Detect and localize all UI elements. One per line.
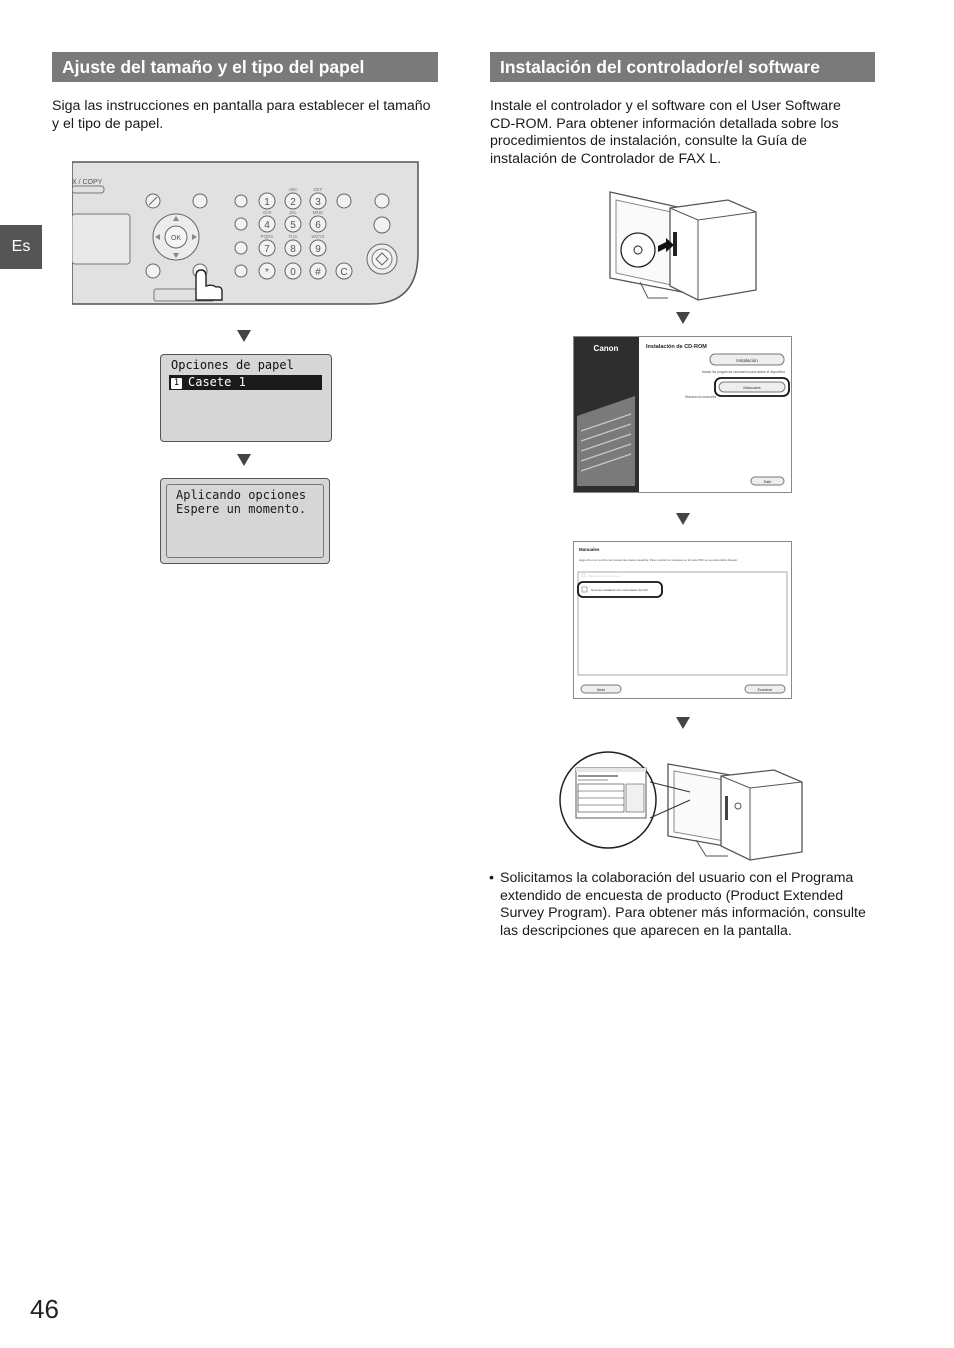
control-panel-illustration <box>72 158 422 308</box>
keypad-key-label: * <box>265 267 269 278</box>
manuals-screen <box>573 541 793 701</box>
driver-instructions: Instale el controlador y el software con el User Software CD-ROM. Para obtener información detallada sobre los procedimientos de instalación, consulte la Guía de instalación de Controlador de FAX L. <box>490 98 841 167</box>
lcd-paper-settings <box>160 354 332 442</box>
keypad-key-letters: GHI <box>262 210 272 215</box>
survey-note-text: Solicitamos la colaboración del usuario con el Programa extendido de encuesta de producto (Product Extended Survey Program). Para obtener más información, consulte las descripciones que aparecen en la pantalla. <box>500 870 866 939</box>
keypad-key-letters: MNO <box>312 210 324 215</box>
keypad-key-letters: DEF <box>313 187 323 192</box>
computer-tower-icon <box>670 200 756 300</box>
lcd-selected-row[interactable] <box>169 375 322 390</box>
section-heading-paper: Ajuste del tamaño y el tipo del papel <box>52 52 438 82</box>
canon-logo: Canon <box>593 344 619 353</box>
manual-item-faded[interactable]: Manual de instrucciones <box>588 574 621 578</box>
lcd-applying-line-2: Espere un momento. <box>176 502 307 516</box>
lcd-line-2: Casete 1 <box>188 375 246 389</box>
keypad-key-label: 0 <box>290 267 296 278</box>
lcd-line-1: Opciones de papel <box>171 358 294 372</box>
mode-label: X / COPY <box>72 179 103 186</box>
keypad-key-label: 1 <box>264 197 270 208</box>
function-key-4[interactable] <box>235 265 247 277</box>
menu-key[interactable] <box>193 194 207 208</box>
keypad-key-letters: PQRS <box>260 234 274 239</box>
language-tab: Es <box>0 225 42 269</box>
keypad-key-letters: ABC <box>288 187 298 192</box>
keypad-key-label: 3 <box>315 197 321 208</box>
section-heading-driver: Instalación del controlador/el software <box>490 52 875 82</box>
manuals-button-label: Manuales <box>743 385 761 390</box>
step-arrow-5 <box>676 717 690 729</box>
function-key-2[interactable] <box>235 218 247 230</box>
keypad-key-letters: TUV <box>288 234 298 239</box>
exit-button-label: Salir <box>763 479 772 484</box>
keypad-key-label: 4 <box>264 220 270 231</box>
energy-saver-key[interactable] <box>375 194 389 208</box>
function-key-1[interactable] <box>235 195 247 207</box>
bullet-dot: • <box>489 870 494 886</box>
step-arrow-3 <box>676 312 690 324</box>
status-monitor-key[interactable] <box>374 217 390 233</box>
paper-instructions: Siga las instrucciones en pantalla para establecer el tamaño y el tipo de papel. <box>52 98 431 132</box>
keypad-key-label: 8 <box>290 244 296 255</box>
ok-label: OK <box>170 235 182 242</box>
cd-disc-icon <box>621 233 655 267</box>
keypad-key-letters: WXYZ <box>311 234 325 239</box>
cd-rom-installer-screen <box>573 336 793 494</box>
installer-title: Instalación de CD-ROM <box>646 344 707 350</box>
step-arrow-2 <box>237 454 251 466</box>
keypad-key-label: 7 <box>264 244 270 255</box>
back-button-label: Atrás <box>596 688 606 692</box>
lcd-applying <box>160 478 330 564</box>
step-arrow-4 <box>676 513 690 525</box>
panel-display-window <box>72 214 130 264</box>
step-arrow-1 <box>237 330 251 342</box>
browse-button-label: Examinar <box>757 688 773 692</box>
guide-display-illustration <box>558 740 808 865</box>
manuals-desc: Haga clic en el nombre del manual que desee visualizar. Para mostrar los manuales en formato PDF se necesita Adobe Reader. <box>579 558 738 562</box>
install-button-label: Instalación <box>736 358 758 363</box>
manuals-desc: Muestra los manuales <box>685 395 717 399</box>
page-number: 46 <box>30 1294 59 1324</box>
clear-key-label: C <box>340 267 348 278</box>
top-key[interactable] <box>337 194 351 208</box>
install-desc: Instala los programas necesarios para utilizar el dispositivo <box>701 370 785 374</box>
cd-insert-illustration <box>600 190 765 305</box>
keypad-key-letters: JKL <box>289 210 297 215</box>
keypad-key-label: 6 <box>315 220 321 231</box>
function-key-3[interactable] <box>235 242 247 254</box>
manual-item-fax-guide[interactable]: Guía de instalación de Controlador de FAX <box>591 588 649 592</box>
back-key[interactable] <box>146 264 160 278</box>
lcd-applying-line-1: Aplicando opciones <box>176 488 307 502</box>
keypad-key-label: 2 <box>290 197 296 208</box>
lcd-index: 1 <box>171 378 182 389</box>
manuals-title: Manuales <box>579 547 600 552</box>
keypad-key-label: 9 <box>315 244 321 255</box>
keypad-key-label: 5 <box>290 220 296 231</box>
keypad-key-label: # <box>315 267 321 278</box>
